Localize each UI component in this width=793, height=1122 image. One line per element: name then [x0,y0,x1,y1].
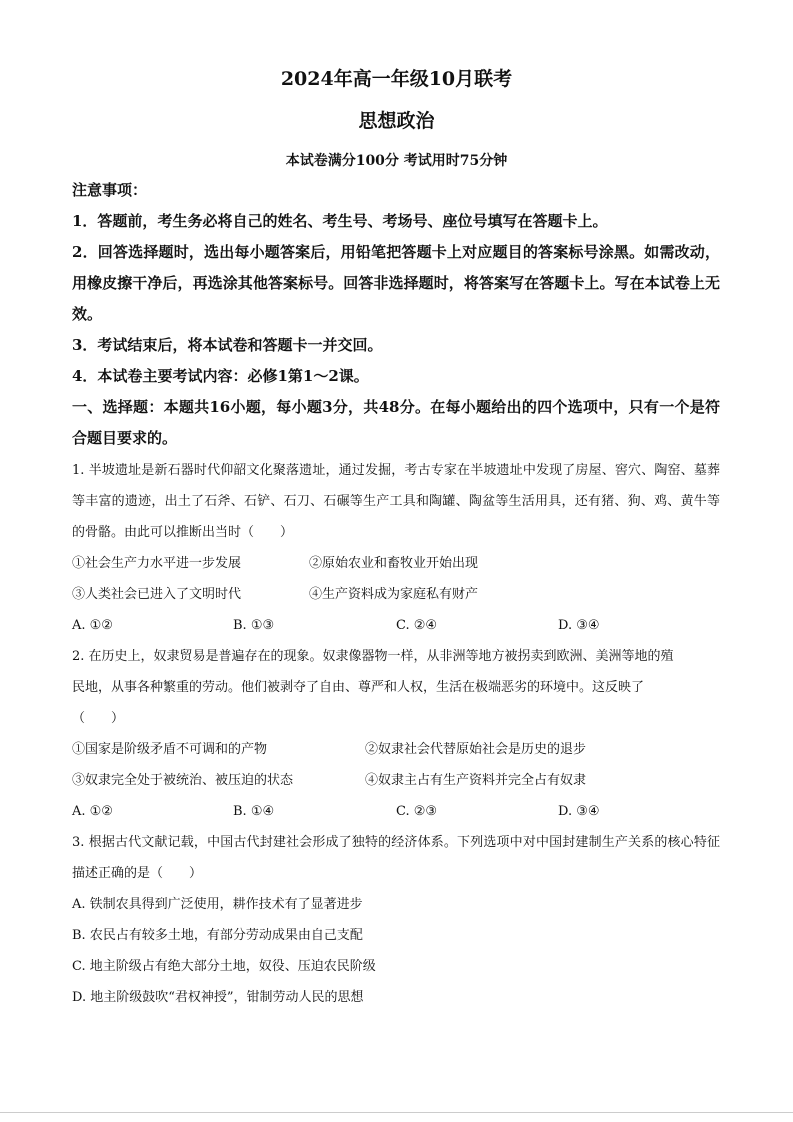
note-item-2: 2．回答选择题时，选出每小题答案后，用铅笔把答题卡上对应题目的答案标号涂黑。如需改动，用橡皮擦干净后，再选涂其他答案标号。回答非选择题时，将答案写在答题卡上。写在本试卷上无效。 [72,243,720,323]
option-d: D. ③④ [558,618,600,633]
page-bottom-divider [0,1112,793,1113]
question-1-options [72,610,720,641]
question-1 [72,455,720,641]
statement-3: ③奴隶完全处于被统治、被压迫的状态 [72,773,294,788]
question-2-stem-line-2: 民地，从事各种繁重的劳动。他们被剥夺了自由、尊严和人权，生活在极端恶劣的环境中。这反映了 [72,680,645,695]
question-3-stem: 3. 根据古代文献记载，中国古代封建社会形成了独特的经济体系。下列选项中对中国封建制生产关系的核心特征描述正确的是（ ） [72,835,720,881]
question-2 [72,641,720,827]
notes-section [72,175,720,454]
question-1-stem: 1. 半坡遗址是新石器时代仰韶文化聚落遗址，通过发掘，考古专家在半坡遗址中发现了房屋、窖穴、陶窑、墓葬等丰富的遗迹，出土了石斧、石铲、石刀、石碾等生产工具和陶罐、陶盆等生活用具，还有猪、狗、鸡、黄牛等的骨骼。由此可以推断出当时（ ） [72,463,720,540]
option-c: C. 地主阶级占有绝大部分土地，奴役、压迫农民阶级 [72,959,376,974]
question-3 [72,827,720,1013]
option-a: A. ①② [72,804,113,819]
statement-1: ①国家是阶级矛盾不可调和的产物 [72,742,268,757]
statement-1: ①社会生产力水平进一步发展 [72,556,242,571]
statement-4: ④生产资料成为家庭私有财产 [309,587,479,602]
question-2-stem-line-3: （ ） [72,711,125,726]
option-b: B. ①④ [233,804,275,819]
question-2-options [72,796,720,827]
option-c: C. ②③ [396,804,438,819]
option-b: B. 农民占有较多土地，有部分劳动成果由自己支配 [72,928,363,943]
statement-2: ②奴隶社会代替原始社会是历史的退步 [365,742,587,757]
section-heading: 一、选择题：本题共16小题，每小题3分，共48分。在每小题给出的四个选项中，只有一个是符合题目要求的。 [72,398,720,447]
exam-title: 2024年高一年级10月联考 [280,68,513,90]
option-a: A. ①② [72,618,113,633]
option-b: B. ①③ [233,618,275,633]
question-2-statements-row-2 [72,765,720,796]
note-item-3: 3．考试结束后，将本试卷和答题卡一并交回。 [72,336,383,354]
question-1-statements-row-1 [72,548,720,579]
exam-info: 本试卷满分100分 考试用时75分钟 [285,153,508,169]
option-d: D. 地主阶级鼓吹“君权神授”，钳制劳动人民的思想 [72,990,364,1005]
option-c: C. ②④ [396,618,438,633]
question-2-stem-line-1: 2. 在历史上，奴隶贸易是普遍存在的现象。奴隶像器物一样，从非洲等地方被拐卖到欧洲、美洲等地的殖 [72,649,674,664]
subject-title: 思想政治 [358,110,435,132]
note-item-4: 4．本试卷主要考试内容：必修1第1～2课。 [72,367,369,385]
option-d: D. ③④ [558,804,600,819]
statement-2: ②原始农业和畜牧业开始出现 [309,556,479,571]
statement-3: ③人类社会已进入了文明时代 [72,587,242,602]
statement-4: ④奴隶主占有生产资料并完全占有奴隶 [365,773,587,788]
question-1-statements-row-2 [72,579,720,610]
notes-heading: 注意事项： [72,181,148,199]
note-item-1: 1．答题前，考生务必将自己的姓名、考生号、考场号、座位号填写在答题卡上。 [72,212,608,230]
question-2-statements-row-1 [72,734,720,765]
option-a: A. 铁制农具得到广泛使用，耕作技术有了显著进步 [72,897,363,912]
